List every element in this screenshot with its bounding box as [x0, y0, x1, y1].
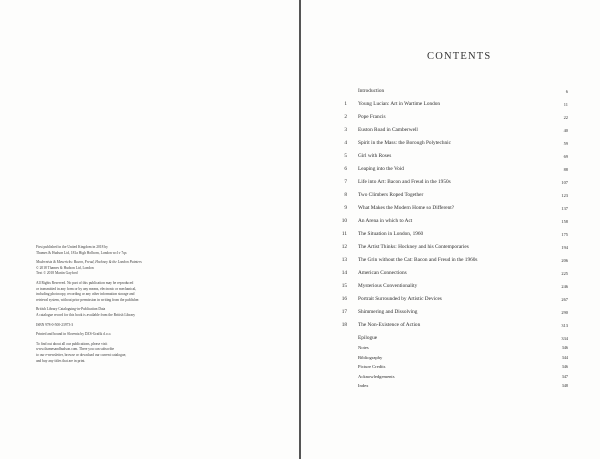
find-out-line: to our e-newsletter, browse or download our current catalogue,	[36, 352, 127, 357]
toc-page-number: 334	[561, 336, 568, 341]
toc-page-number: 40	[563, 128, 568, 133]
toc-page-number: 348	[561, 383, 568, 388]
toc-chapter-number: 1	[344, 101, 347, 107]
toc-chapter-number: 11	[341, 231, 347, 237]
toc-chapter-number: 7	[344, 179, 347, 185]
table-of-contents	[331, 85, 568, 345]
toc-chapter-number: 9	[344, 205, 347, 211]
toc-chapter-number: 14	[341, 270, 347, 276]
toc-chapter-row[interactable]	[331, 215, 568, 228]
toc-page-number: 137	[561, 206, 568, 211]
toc-title: Picture Credits	[358, 364, 386, 369]
toc-chapter-row[interactable]	[331, 176, 568, 189]
toc-title: The Non-Existence of Action	[358, 322, 421, 328]
toc-title: An Arena in which to Act	[358, 218, 413, 224]
toc-chapter-number: 18	[341, 322, 347, 328]
toc-title: Euston Road in Camberwell	[358, 127, 418, 133]
toc-title: Two Climbers Roped Together	[358, 192, 424, 198]
toc-title: Notes	[358, 345, 369, 350]
toc-title: What Makes the Modern Home so Different?	[358, 205, 455, 211]
toc-chapter-row[interactable]	[331, 293, 568, 306]
toc-chapter-number: 10	[341, 218, 347, 224]
toc-back-matter-row[interactable]	[331, 362, 568, 372]
imprint-paragraph	[36, 245, 206, 256]
toc-page-number: 346	[561, 345, 568, 350]
toc-chapter-number: 13	[341, 257, 347, 263]
toc-title: The Situation in London, 1960	[358, 231, 424, 237]
toc-chapter-row[interactable]	[331, 150, 568, 163]
toc-title: Bibliography	[358, 354, 383, 360]
toc-title: Acknowledgements	[358, 373, 395, 379]
toc-title: Spirit in the Mass: the Borough Polytechnic	[358, 140, 451, 146]
toc-title: Girl with Roses	[358, 153, 392, 159]
toc-chapter-row[interactable]	[331, 306, 568, 319]
toc-back-matter-row[interactable]	[331, 372, 568, 382]
cip-paragraph	[36, 307, 206, 318]
toc-chapter-number: 2	[344, 114, 347, 120]
toc-chapter-row[interactable]	[331, 163, 568, 176]
toc-chapter-row[interactable]	[331, 267, 568, 280]
toc-title: Life into Art: Bacon and Freud in the 1950s	[358, 179, 451, 185]
toc-title: Shimmering and Dissolving	[358, 309, 418, 315]
printed-line: Printed and bound in Slovenia by DZS-Grafik d.o.o.	[36, 332, 112, 337]
toc-page-number: 123	[561, 193, 568, 198]
find-out-line: www.thamesandhudson.com. There you can subscribe	[36, 347, 115, 352]
toc-page-number: 22	[563, 115, 568, 120]
toc-page-number: 107	[561, 180, 568, 185]
toc-title: Leaping into the Void	[358, 166, 404, 172]
toc-chapter-row[interactable]	[331, 254, 568, 267]
toc-title: Pope Francis	[358, 114, 386, 120]
toc-chapter-row[interactable]	[331, 111, 568, 124]
toc-page-number: 6	[565, 89, 568, 94]
imprint-line: First published in the United Kingdom in 2018 by	[36, 245, 108, 249]
toc-back-matter-row[interactable]	[331, 381, 568, 391]
chapter-list	[331, 98, 568, 332]
toc-page-number: 59	[563, 141, 568, 146]
toc-page-number: 347	[561, 373, 568, 379]
toc-page-number: 11	[563, 102, 568, 107]
cip-line: A catalogue record for this book is available from the British Library	[36, 312, 136, 317]
toc-page-number: 346	[561, 364, 568, 369]
toc-title: The Grin without the Cat: Bacon and Freud in the 1960s	[358, 257, 478, 263]
find-out-line: and buy any titles that are in print.	[36, 358, 86, 363]
isbn	[36, 323, 206, 329]
imprint-line: Thames & Hudson Ltd, 181a High Holborn, London wc1v 7qx	[36, 250, 127, 255]
toc-page-number: 290	[561, 310, 568, 315]
copyright-block	[36, 245, 206, 368]
toc-chapter-number: 17	[341, 309, 347, 315]
cip-line: British Library Cataloguing-in-Publication Data	[36, 307, 106, 312]
toc-chapter-number: 8	[344, 192, 347, 198]
toc-back-matter-row[interactable]	[331, 353, 568, 363]
toc-chapter-number: 3	[344, 127, 347, 133]
toc-page-number: 246	[561, 284, 568, 289]
find-out-line: To find out about all our publications, please visit	[36, 341, 108, 346]
toc-page-number: 88	[563, 167, 568, 172]
toc-chapter-number: 6	[344, 166, 347, 172]
contents-heading: CONTENTS	[427, 51, 492, 62]
find-out-paragraph	[36, 342, 206, 364]
toc-back-matter-row[interactable]	[331, 343, 568, 353]
toc-chapter-number: 5	[344, 153, 347, 159]
printed-paragraph	[36, 332, 206, 338]
toc-page-number: 158	[561, 219, 568, 224]
toc-chapter-row[interactable]	[331, 228, 568, 241]
toc-page-number: 175	[561, 232, 568, 237]
toc-page-number: 69	[563, 154, 568, 159]
rights-line: including photocopy, recording or any other information storage and	[36, 292, 135, 297]
toc-chapter-row[interactable]	[331, 280, 568, 293]
rights-line: or transmitted in any form or by any means, electronic or mechanical,	[36, 286, 137, 291]
toc-chapter-row[interactable]	[331, 319, 568, 332]
toc-page-number: 194	[561, 245, 568, 250]
toc-chapter-number: 4	[344, 140, 347, 146]
toc-title: Mysterious Conventionality	[358, 283, 418, 289]
toc-page-number: 225	[561, 271, 568, 276]
toc-title: Introduction	[358, 88, 385, 94]
back-matter-items	[331, 343, 568, 391]
rights-line: All Rights Reserved. No part of this publication may be reproduced	[36, 280, 134, 285]
back-matter-list	[331, 343, 568, 391]
toc-chapter-row[interactable]	[331, 124, 568, 137]
toc-chapter-row[interactable]	[331, 241, 568, 254]
toc-chapter-row[interactable]	[331, 98, 568, 111]
toc-chapter-number: 16	[341, 296, 347, 302]
toc-chapter-row[interactable]	[331, 137, 568, 150]
toc-chapter-number: 12	[341, 244, 347, 250]
book-title: Modernists & Mavericks: Bacon, Freud, Hockney & the London Painters	[36, 260, 142, 265]
toc-page-number: 344	[561, 354, 568, 360]
toc-page-number: 313	[561, 323, 568, 328]
left-page	[0, 0, 299, 459]
toc-introduction[interactable]	[331, 85, 568, 98]
toc-title: Portrait Surrounded by Artistic Devices	[358, 296, 442, 302]
rights-line: retrieval system, without prior permission in writing from the publisher.	[36, 297, 140, 302]
toc-title: Index	[358, 383, 369, 388]
isbn-line: ISBN 978-0-500-23973-3	[36, 322, 74, 327]
toc-title: American Connections	[358, 270, 407, 276]
toc-title: Epilogue	[358, 335, 378, 341]
rights-paragraph	[36, 281, 206, 303]
book-title-paragraph	[36, 260, 206, 277]
copyright-line: © 2018 Thames & Hudson Ltd, London	[36, 265, 94, 270]
toc-title: Young Lucian: Art in Wartime London	[358, 101, 441, 107]
toc-title: The Artist Thinks: Hockney and his Contemporaries	[358, 244, 469, 250]
toc-chapter-number: 15	[341, 283, 347, 289]
toc-page-number: 267	[561, 297, 568, 302]
toc-chapter-row[interactable]	[331, 189, 568, 202]
toc-page-number: 206	[561, 258, 568, 263]
copyright-line: Text © 2018 Martin Gayford	[36, 271, 78, 276]
toc-chapter-row[interactable]	[331, 202, 568, 215]
